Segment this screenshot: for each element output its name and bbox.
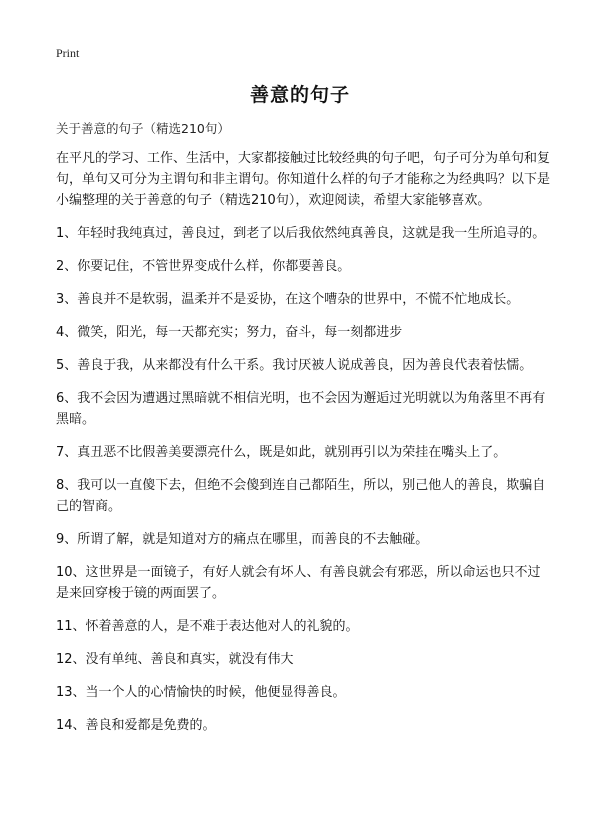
list-item: 8、我可以一直傻下去，但绝不会傻到连自己都陌生，所以，别己他人的善良，欺骗自己的智商。 (56, 478, 546, 514)
list-item: 9、所谓了解，就是知道对方的痛点在哪里，而善良的不去触碰。 (56, 532, 429, 547)
document-subtitle: 关于善意的句子（精选210句） (56, 121, 230, 136)
intro-paragraph: 在平凡的学习、工作、生活中，大家都接触过比较经典的句子吧，句子可分为单句和复句，单句又可分为主谓句和非主谓句。你知道什么样的句子才能称之为经典吗？以下是小编整理的关于善意的句子（精选210句），欢迎阅读，希望大家能够喜欢。 (56, 151, 551, 208)
list-item: 3、善良并不是软弱，温柔并不是妥协，在这个嘈杂的世界中，不慌不忙地成长。 (56, 292, 520, 307)
list-item: 6、我不会因为遭遇过黑暗就不相信光明，也不会因为邂逅过光明就以为角落里不再有黑暗。 (56, 391, 546, 427)
print-label: Print (56, 46, 80, 60)
list-item: 12、没有单纯、善良和真实，就没有伟大 (56, 652, 294, 667)
list-item: 1、年轻时我纯真过，善良过，到老了以后我依然纯真善良，这就是我一生所追寻的。 (56, 226, 546, 241)
list-item: 5、善良于我，从来都没有什么干系。我讨厌被人说成善良，因为善良代表着怯懦。 (56, 358, 533, 373)
list-item: 4、微笑，阳光，每一天都充实；努力，奋斗，每一刻都进步 (56, 325, 403, 340)
list-item: 2、你要记住，不管世界变成什么样，你都要善良。 (56, 259, 351, 274)
list-item: 14、善良和爱都是免费的。 (56, 718, 216, 733)
list-item: 13、当一个人的心情愉快的时候，他便显得善良。 (56, 685, 346, 700)
document-body (56, 148, 550, 748)
list-item: 11、怀着善意的人，是不难于表达他对人的礼貌的。 (56, 619, 359, 634)
list-item: 7、真丑恶不比假善美要漂亮什么，既是如此，就别再引以为荣挂在嘴头上了。 (56, 445, 507, 460)
document-title: 善意的句子 (249, 84, 350, 106)
list-item: 10、这世界是一面镜子，有好人就会有坏人、有善良就会有邪恶，所以命运也只不过是来回穿梭于镜的两面罢了。 (56, 565, 541, 601)
